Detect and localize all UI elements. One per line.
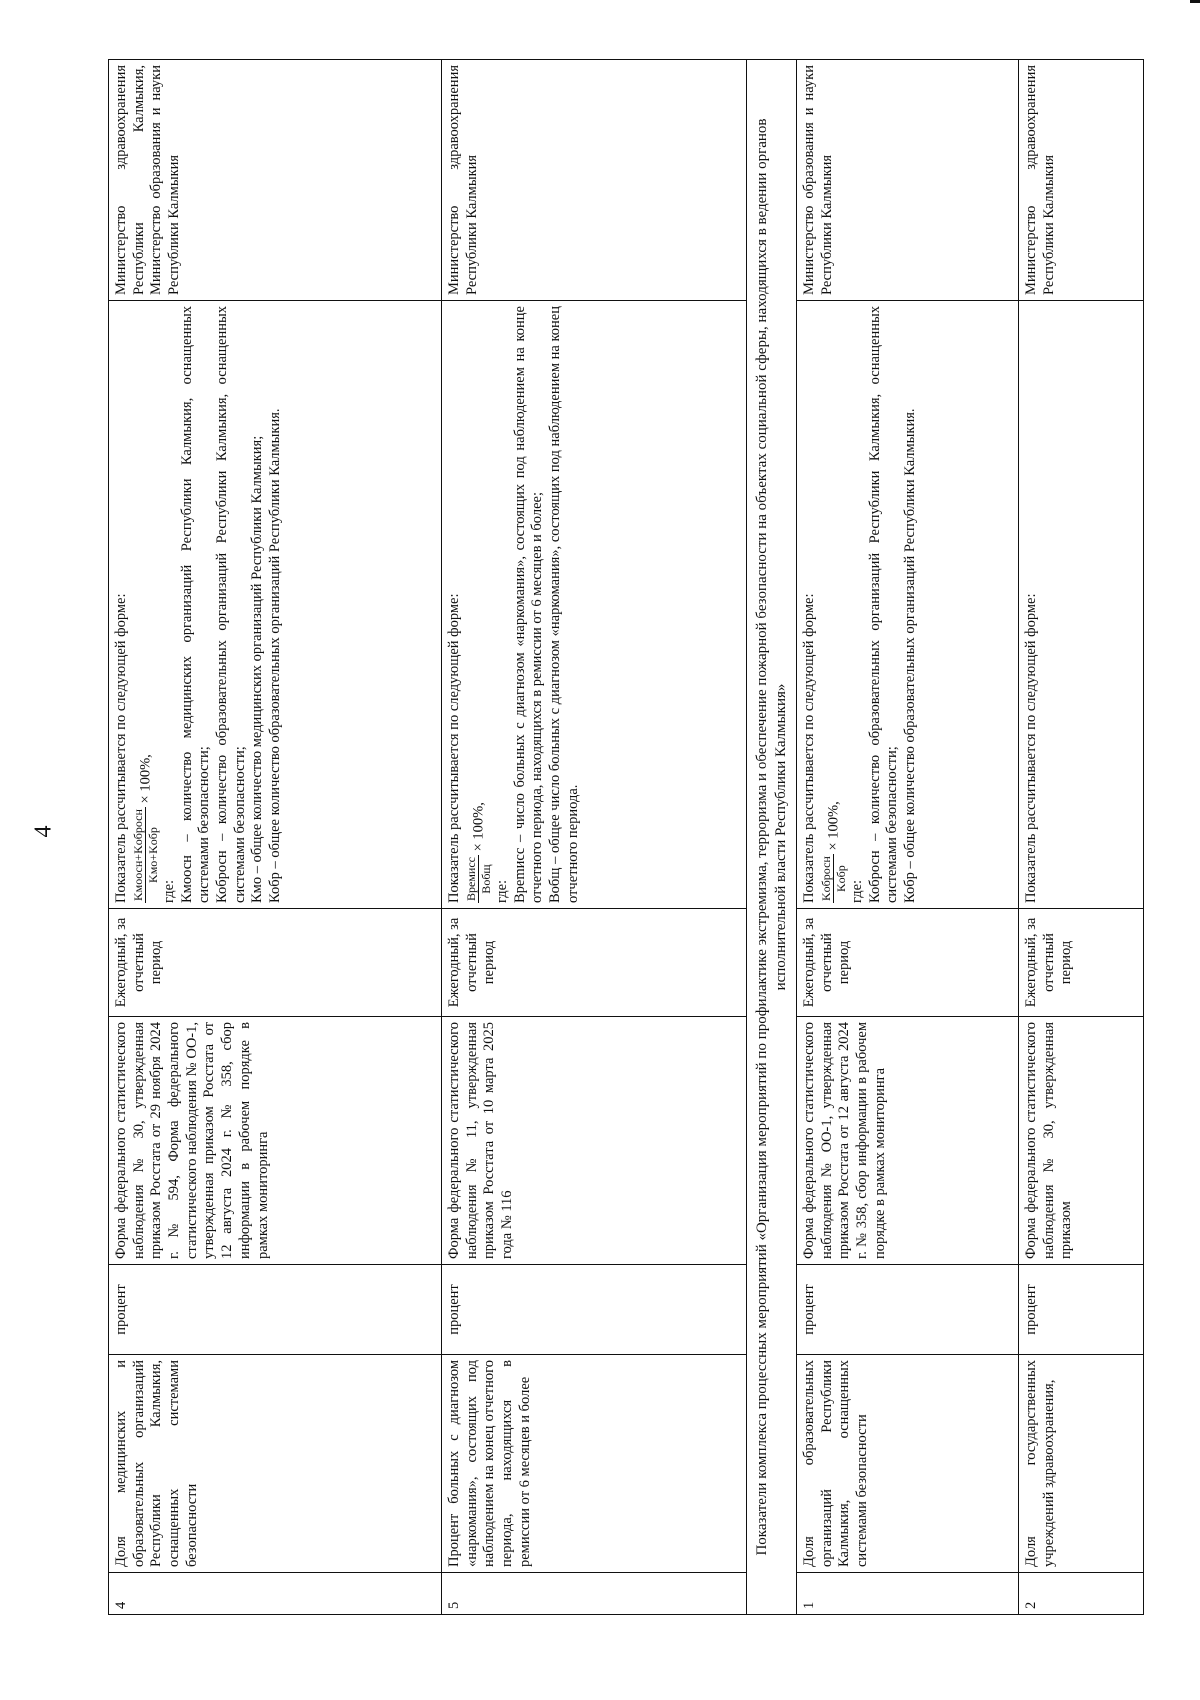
data-source: Форма федерального статистического наблюдения № 11, утвержденная приказом Росстата от 10 марта 2025 года № 116 [442,1017,747,1265]
formula-tail: × 100%, [825,801,842,851]
definition: Вобщ – общее число больных с диагнозом «наркомания», состоящих под наблюдением на конец отчетного периода. [547,306,581,903]
calculation-method [109,301,442,909]
table-row [1019,60,1144,1615]
where-label: где: [493,879,510,903]
responsible-body: Министерство здравоохранения Республики Калмыкия [1019,60,1144,301]
definition: Кобросн – количество образовательных организаций Республики Калмыкия, оснащенных системами безопасности; [214,306,248,903]
calculation-method [442,301,747,909]
definition: Кобр – общее количество образовательных организаций Республики Калмыкия. [902,408,918,903]
responsible-body: Министерство здравоохранения Республики Калмыкия [442,60,747,301]
indicator-name: Доля государственных учреждений здравоохранения, [1019,1355,1144,1573]
where-label: где: [160,879,177,903]
formula-denominator: Kобр [834,865,849,892]
formula [819,306,849,903]
page-number: 4 [30,825,57,838]
formula-tail: × 100%, [137,754,154,804]
formula-denominator: Bобщ [479,864,494,894]
formula-tail: × 100%, [470,802,487,852]
periodicity: Ежегодный, за отчетный период [797,909,1019,1017]
calculation-method [797,301,1019,909]
data-source: Форма федерального статистического наблюдения № 30, утвержденная приказом Росстата от 29 ноября 2024 г. № 594, Форма федерального статистического наблюдения № ОО-1, утвержденная приказом Росстата от 12 августа 2024 г. № 358, сбор информации в рабочем порядке в рамках мониторинга [109,1017,442,1265]
indicator-name: Процент больных с диагнозом «наркомания», состоящих под наблюдением на конец отчетного периода, находящихся в ремиссии от 6 месяцев и более [442,1355,747,1573]
row-number: 1 [797,1573,1019,1615]
indicator-name: Доля медицинских и образовательных организаций Республики Калмыкия, оснащенных системами безопасности [109,1355,442,1573]
where-label: где: [848,879,865,903]
indicator-name: Доля образовательных организаций Республики Калмыкия, оснащенных системами безопасности [797,1355,1019,1573]
row-number: 4 [109,1573,442,1615]
formula-numerator: Kобросн [818,856,833,901]
indicators-table [108,59,1144,1615]
edge-mark [1190,0,1200,3]
definition: Кобр – общее количество образовательных организаций Республики Калмыкия. [267,408,284,903]
method-intro: Показатель рассчитывается по следующей форме: [113,593,129,903]
formula [131,306,161,903]
formula-denominator: Kмо+Kобр [146,827,161,883]
formula-fraction [464,855,494,903]
row-number: 2 [1019,1573,1144,1615]
method-intro: Показатель рассчитывается по следующей форме: [1023,593,1039,903]
method-intro: Показатель рассчитывается по следующей форме: [446,593,462,903]
responsible-body: Министерство образования и науки Республики Калмыкия [797,60,1019,301]
section-heading-row [747,60,797,1615]
definition: Вреmисс – число больных с диагнозом «наркомания», состоящих под наблюдением на конце отчетного периода, находящихся в ремиссии от 6 месяцев и более; [511,306,546,903]
formula-numerator: Bремисс [463,857,478,901]
indicators-table-sheet [108,60,1143,1615]
table-row [797,60,1019,1615]
periodicity: Ежегодный, за отчетный период [1019,909,1144,1017]
row-number: 5 [442,1573,747,1615]
calculation-method [1019,301,1144,909]
responsible-body: Министерство здравоохранения Республики Калмыкия, Министерство образования и науки Республики Калмыкия [109,60,442,301]
data-source: Форма федерального статистического наблюдения № 30, утвержденная приказом [1019,1017,1144,1265]
method-intro: Показатель рассчитывается по следующей форме: [801,593,817,903]
unit: процент [109,1265,442,1355]
definition: Кмо – общее количество медицинских организаций Республики Калмыкия; [249,435,266,903]
formula-fraction [819,854,849,903]
unit: процент [442,1265,747,1355]
formula-numerator: Kмоосн+Kобросн [130,809,145,901]
data-source: Форма федерального статистического наблюдения № ОО-1, утвержденная приказом Росстата от 12 августа 2024 г. № 358, сбор информации в рабочем порядке в рамках мониторинга [797,1017,1019,1265]
table-row [109,60,442,1615]
definition: Кмоосн – количество медицинских организаций Республики Калмыкия, оснащенных системами безопасности; [178,306,213,903]
formula-fraction [131,807,161,903]
definition: Кобросн – количество образовательных организаций Республики Калмыкия, оснащенных системами безопасности; [866,306,901,903]
unit: процент [797,1265,1019,1355]
table-row [442,60,747,1615]
unit: процент [1019,1265,1144,1355]
section-heading: Показатели комплекса процессных мероприятий «Организация мероприятий по профилактике экстремизма, терроризма и обеспечение пожарной безопасности на объектах социальной сферы, находящихся в ведении органов исполнительной власти Республики Калмыкия» [747,60,797,1615]
periodicity: Ежегодный, за отчетный период [442,909,747,1017]
periodicity: Ежегодный, за отчетный период [109,909,442,1017]
formula [464,306,494,903]
